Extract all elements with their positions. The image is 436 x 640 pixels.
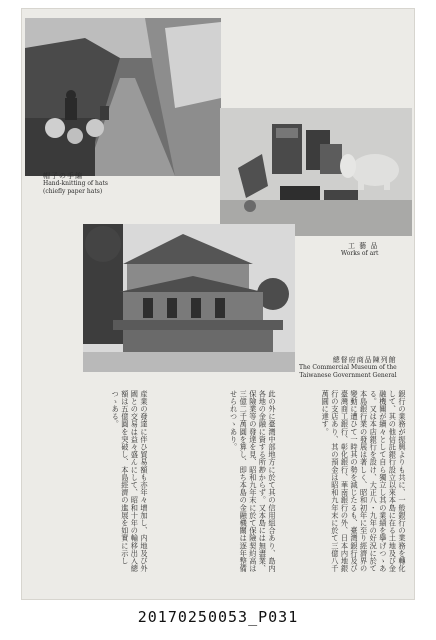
scanned-page (21, 8, 415, 600)
photo-works-of-art (220, 108, 412, 236)
caption-hat-knitting-jp: 帽子の手編 (43, 172, 83, 180)
photo-commercial-museum (83, 224, 295, 372)
caption-works-of-art (341, 242, 378, 258)
body-text-right-column: 銀行の業務が振興よりも共に、一般銀行の業務を轉化して、其の他信託銀行設立以來本島に在る土地及び金融機關が續々として自ら獨立し其の業績を擧げつゝある。又は本店銀行を設け、大正八・九年の好況に於て本島銀行業の發展は著しく、昭和初年に至り經濟界の變動に遭ひて一時其の勢を減じたるも、臺灣銀行及び臺灣商工銀行、彰化銀行、華南銀行の外、日本内地銀行の支店あり、其の預金は昭和九年末に於て三億八千萬圓に達す。 (321, 390, 407, 573)
caption-works-of-art-jp: 工 藝 品 (348, 242, 379, 250)
caption-commercial-museum-en-1: The Commercial Museum of the (299, 364, 397, 371)
photo-hat-knitting (25, 18, 221, 176)
caption-commercial-museum (299, 356, 397, 380)
archive-reference-id: 20170250053_P031 (137, 608, 299, 626)
caption-hat-knitting (43, 172, 108, 196)
caption-hat-knitting-en-1: Hand-knitting of hats (43, 180, 108, 187)
body-text-far-left-column: 産業の發達に伴ひ貿易額も亦年々增加し、内地及び外國との交易は益々盛んにして、昭和十年の輸移出入總額は五億圓を突破し、本島經濟の進展を如實に示しつゝある。 (111, 390, 149, 573)
body-text-left-column: 此の外に臺灣中部地方に於て其の信用組合あり、島内各地の金融に資する所尠からず。又本島には無盡業、保險業等の發達を見、昭和九年末に於て保險契約高は三億二千萬圓を算し、即ち本島の金融機關は逐年整備せられつゝあり。 (229, 390, 277, 573)
caption-commercial-museum-en-2: Taiwanese Government General (299, 372, 397, 379)
caption-commercial-museum-jp: 總督府商品陳列館 (332, 356, 397, 364)
caption-hat-knitting-en-2: (chiefly paper hats) (43, 188, 103, 195)
caption-works-of-art-en: Works of art (341, 250, 379, 257)
